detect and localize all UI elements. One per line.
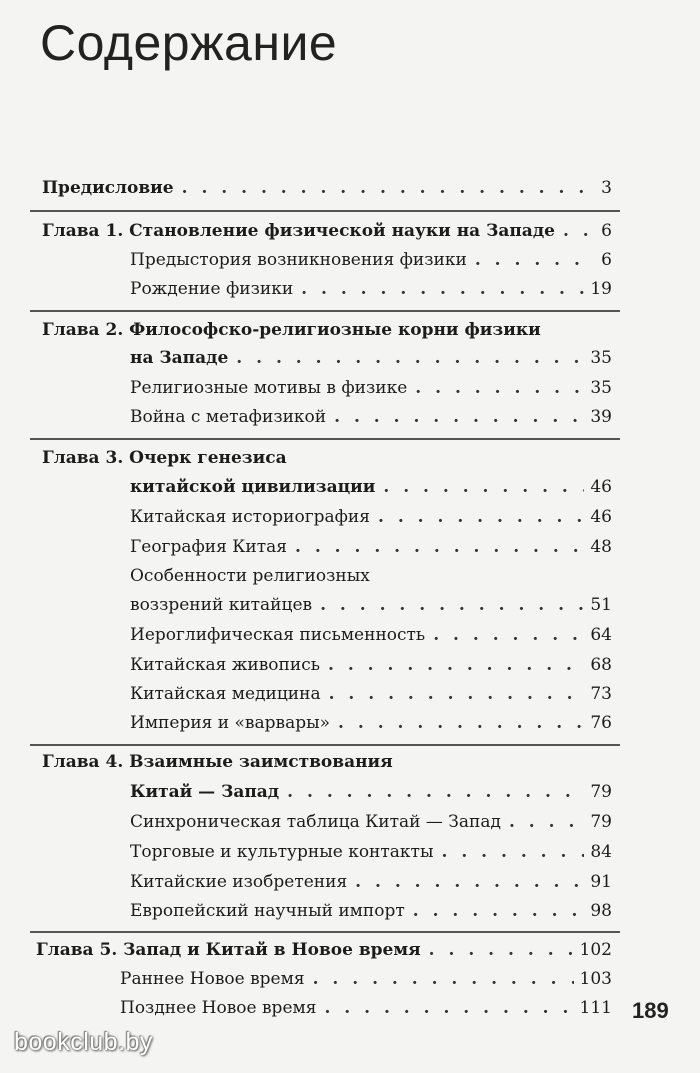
dot-leader: [355, 871, 584, 893]
toc-entry-chapter-5[interactable]: [36, 939, 612, 961]
toc-ch3-section-3-line1[interactable]: Особенности религиозных: [130, 566, 370, 586]
toc-entry-ch5-section-2[interactable]: [120, 997, 612, 1019]
dot-leader: [301, 278, 584, 300]
dot-leader: [329, 683, 585, 705]
dot-leader: [338, 712, 584, 734]
toc-entry-preface[interactable]: [42, 177, 612, 199]
toc-entry-label: Позднее Новое время: [120, 998, 317, 1018]
toc-page-number: 51: [590, 595, 612, 615]
toc-entry-ch5-section-1[interactable]: [120, 968, 612, 990]
toc-page-number: 48: [590, 537, 612, 557]
toc-chapter-2-heading[interactable]: Глава 2. Философско-религиозные корни физики: [42, 320, 541, 340]
toc-entry-label: Китайские изобретения: [130, 872, 348, 892]
toc-entry-label: Религиозные мотивы в физике: [130, 378, 408, 398]
page-number: 189: [632, 998, 669, 1023]
section-divider: [30, 744, 620, 746]
toc-entry-ch3-section-4[interactable]: [130, 624, 612, 646]
dot-leader: [320, 594, 584, 616]
toc-entry-ch4-section-1[interactable]: [130, 811, 612, 833]
dot-leader: [383, 476, 584, 498]
dot-leader: [509, 811, 584, 833]
toc-entry-label: Синхроническая таблица Китай — Запад: [130, 812, 501, 832]
toc-entry-ch3-section-5[interactable]: [130, 654, 612, 676]
toc-chapter-3-heading[interactable]: Глава 3. Очерк генезиса: [42, 448, 287, 468]
toc-page-number: 64: [590, 625, 612, 645]
toc-entry-label: Иероглифическая письменность: [130, 625, 426, 645]
toc-entry-ch3-section-2[interactable]: [130, 536, 612, 558]
toc-entry-chapter-3[interactable]: [130, 476, 612, 498]
toc-entry-label: Раннее Новое время: [120, 969, 305, 989]
toc-page-number: 46: [590, 507, 612, 527]
section-divider: [30, 438, 620, 440]
toc-entry-label: География Китая: [130, 537, 287, 557]
toc-entry-ch4-section-4[interactable]: [130, 900, 612, 922]
toc-entry-ch1-section-2[interactable]: [130, 278, 612, 300]
dot-leader: [182, 177, 596, 199]
dot-leader: [287, 781, 584, 803]
toc-entry-label: Война с метафизикой: [130, 407, 327, 427]
toc-entry-label: Торговые и культурные контакты: [130, 842, 434, 862]
toc-entry-label: Предыстория возникновения физики: [130, 250, 467, 270]
toc-page-number: 91: [590, 872, 612, 892]
dot-leader: [442, 841, 585, 863]
toc-page-number: 84: [590, 842, 612, 862]
toc-page-number: 68: [590, 655, 612, 675]
toc-page-number: 79: [590, 812, 612, 832]
toc-entry-label: Европейский научный импорт: [130, 901, 405, 921]
toc-entry-chapter-4[interactable]: [130, 781, 612, 803]
toc-page-number: 39: [590, 407, 612, 427]
toc-page-number: 19: [590, 279, 612, 299]
toc-page-number: 35: [590, 378, 612, 398]
toc-page-number: 103: [579, 969, 612, 989]
toc-entry-label: Предисловие: [42, 178, 174, 198]
dot-leader: [413, 900, 585, 922]
dot-leader: [415, 377, 584, 399]
section-divider: [30, 931, 620, 933]
toc-entry-label: китайской цивилизации: [130, 477, 376, 497]
dot-leader: [378, 506, 584, 528]
toc-entry-chapter-1[interactable]: [42, 220, 612, 242]
dot-leader: [563, 220, 595, 242]
toc-entry-ch3-section-7[interactable]: [130, 712, 612, 734]
toc-entry-label: воззрений китайцев: [130, 595, 313, 615]
toc-entry-label: Рождение физики: [130, 279, 294, 299]
toc-entry-ch3-section-6[interactable]: [130, 683, 612, 705]
dot-leader: [433, 624, 584, 646]
watermark: bookclub.by: [14, 1028, 153, 1056]
dot-leader: [295, 536, 584, 558]
toc-page-number: 46: [590, 477, 612, 497]
toc-entry-label: Китайская медицина: [130, 684, 321, 704]
toc-entry-label: Глава 5. Запад и Китай в Новое время: [36, 940, 421, 960]
toc-entry-label: Китай — Запад: [130, 782, 280, 802]
dot-leader: [236, 347, 584, 369]
toc-page-number: 79: [590, 782, 612, 802]
toc-entry-ch2-section-2[interactable]: [130, 406, 612, 428]
toc-entry-label: Империя и «варвары»: [130, 713, 331, 733]
toc-entry-label: Глава 1. Становление физической науки на Западе: [42, 221, 555, 241]
toc-entry-ch2-section-1[interactable]: [130, 377, 612, 399]
toc-entry-label: Китайская историография: [130, 507, 370, 527]
dot-leader: [429, 939, 574, 961]
dot-leader: [313, 968, 574, 990]
toc-page-number: 6: [601, 250, 612, 270]
toc-entry-ch4-section-3[interactable]: [130, 871, 612, 893]
toc-page-number: 98: [590, 901, 612, 921]
toc-entry-ch4-section-2[interactable]: [130, 841, 612, 863]
dot-leader: [324, 997, 573, 1019]
page-title: Содержание: [40, 15, 338, 71]
toc-page-number: 76: [590, 713, 612, 733]
toc-entry-ch1-section-1[interactable]: [130, 249, 612, 271]
dot-leader: [328, 654, 584, 676]
section-divider: [30, 210, 620, 212]
toc-entry-chapter-2[interactable]: [130, 347, 612, 369]
toc-entry-label: на Западе: [130, 348, 229, 368]
toc-page-number: 102: [579, 940, 612, 960]
toc-chapter-4-heading[interactable]: Глава 4. Взаимные заимствования: [42, 752, 393, 772]
toc-entry-label: Китайская живопись: [130, 655, 320, 675]
toc-page-number: 3: [601, 178, 612, 198]
dot-leader: [475, 249, 595, 271]
toc-entry-ch3-section-3[interactable]: [130, 594, 612, 616]
toc-page-number: 35: [590, 348, 612, 368]
section-divider: [30, 310, 620, 312]
toc-entry-ch3-section-1[interactable]: [130, 506, 612, 528]
toc-page-number: 73: [590, 684, 612, 704]
toc-page-number: 6: [601, 221, 612, 241]
dot-leader: [334, 406, 584, 428]
toc-page-number: 111: [579, 998, 612, 1018]
